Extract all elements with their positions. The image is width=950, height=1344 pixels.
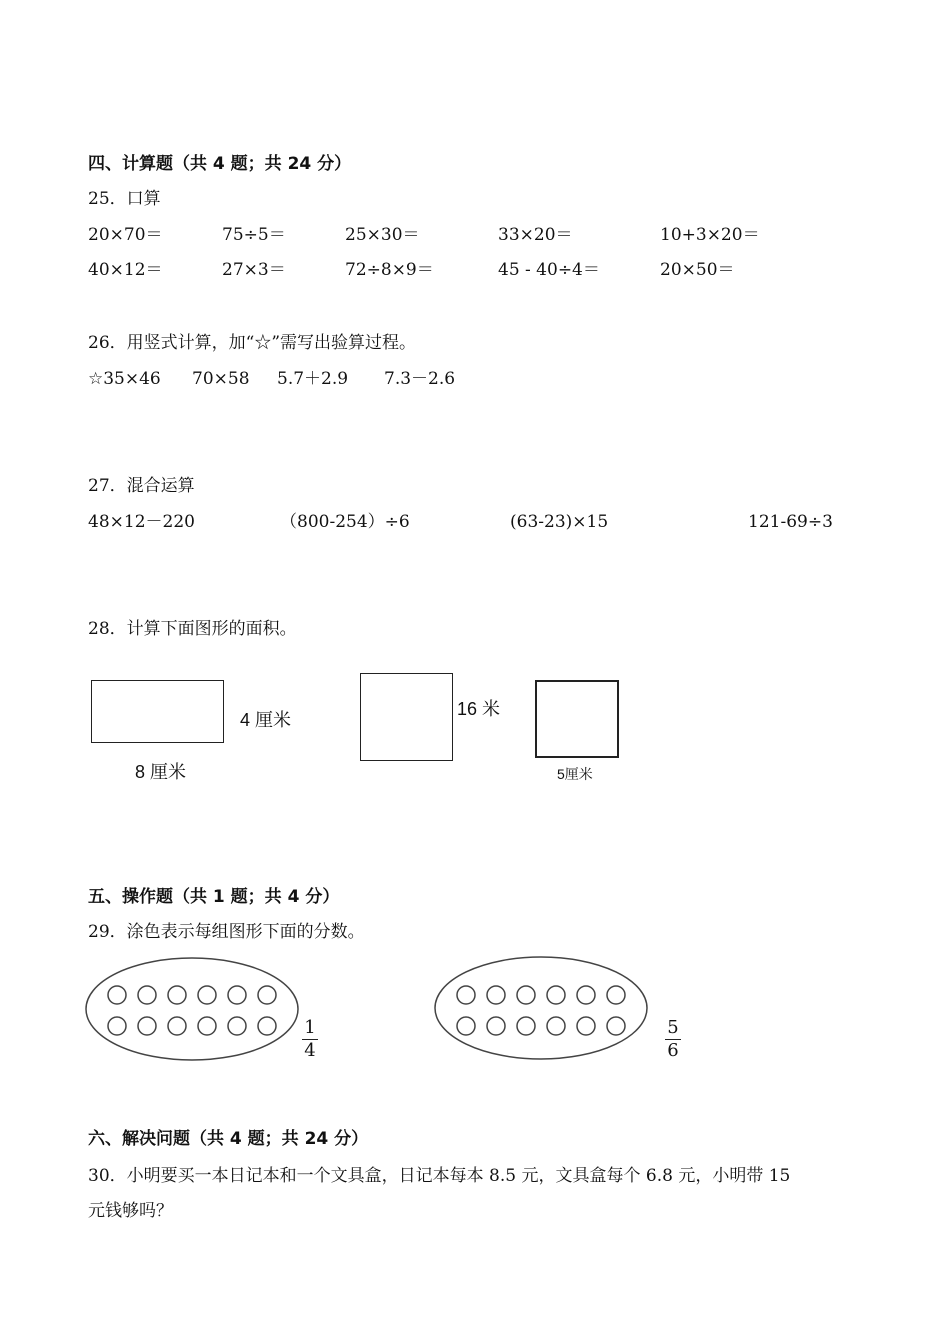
- circle-shape[interactable]: [607, 1017, 625, 1035]
- circle-shape[interactable]: [577, 986, 595, 1004]
- mental-calc-item: 27×3＝: [222, 260, 286, 280]
- mental-calc-item: 45 - 40÷4＝: [498, 260, 600, 280]
- fraction-denominator: 6: [667, 1040, 679, 1061]
- question-30-line-1: 30．小明要买一本日记本和一个文具盒，日记本每本 8.5 元，文具盒每个 6.8 元，小明带 15: [88, 1166, 791, 1186]
- circle-shape[interactable]: [547, 986, 565, 1004]
- mixed-calc-item: （800-254）÷6: [280, 512, 410, 532]
- circle-shape[interactable]: [108, 1017, 126, 1035]
- fraction-numerator: 1: [304, 1017, 316, 1038]
- circle-shape[interactable]: [487, 986, 505, 1004]
- circle-shape[interactable]: [258, 986, 276, 1004]
- circle-shape[interactable]: [577, 1017, 595, 1035]
- mental-calc-item: 75÷5＝: [222, 225, 286, 245]
- fraction-denominator: 4: [304, 1040, 316, 1061]
- vertical-calc-item: 5.7＋2.9: [277, 369, 349, 389]
- circle-shape[interactable]: [198, 1017, 216, 1035]
- circles-group-1: [108, 986, 276, 1035]
- circle-shape[interactable]: [168, 986, 186, 1004]
- circle-shape[interactable]: [607, 986, 625, 1004]
- circle-shape[interactable]: [198, 986, 216, 1004]
- mental-calc-item: 20×70＝: [88, 225, 163, 245]
- circle-shape[interactable]: [228, 986, 246, 1004]
- circle-shape[interactable]: [517, 1017, 535, 1035]
- square-side-label: 16 米: [457, 699, 501, 719]
- circle-shape[interactable]: [457, 1017, 475, 1035]
- circle-shape[interactable]: [457, 986, 475, 1004]
- oval-group-2: [435, 957, 647, 1059]
- section-4-title: 四、计算题（共 4 题；共 24 分）: [88, 154, 352, 174]
- circle-shape[interactable]: [547, 1017, 565, 1035]
- fraction-numerator: 5: [667, 1017, 679, 1038]
- mental-calc-item: 72÷8×9＝: [345, 260, 434, 280]
- mixed-calc-item: 48×12－220: [88, 512, 195, 532]
- mental-calc-item: 33×20＝: [498, 225, 573, 245]
- question-25-label: 25．口算: [88, 189, 161, 209]
- mixed-calc-item: 121-69÷3: [748, 512, 833, 532]
- circle-shape[interactable]: [138, 1017, 156, 1035]
- mental-calc-item: 20×50＝: [660, 260, 735, 280]
- circle-shape[interactable]: [168, 1017, 186, 1035]
- small-square-side-label: 5厘米: [557, 766, 593, 782]
- question-26-label: 26．用竖式计算，加“☆”需写出验算过程。: [88, 333, 417, 353]
- mental-calc-item: 10+3×20＝: [660, 225, 760, 245]
- vertical-calc-item: 70×58: [192, 369, 250, 389]
- vertical-calc-item: ☆35×46: [88, 369, 161, 389]
- mixed-calc-item: (63-23)×15: [510, 512, 609, 532]
- question-27-label: 27．混合运算: [88, 476, 195, 496]
- section-6-title: 六、解决问题（共 4 题；共 24 分）: [88, 1129, 369, 1149]
- mental-calc-item: 40×12＝: [88, 260, 163, 280]
- vertical-calc-item: 7.3－2.6: [384, 369, 456, 389]
- fraction-group-2: [663, 1018, 683, 1061]
- section-5-title: 五、操作题（共 1 题；共 4 分）: [88, 887, 340, 907]
- circle-shape[interactable]: [487, 1017, 505, 1035]
- question-28-label: 28．计算下面图形的面积。: [88, 619, 297, 639]
- circle-shape[interactable]: [228, 1017, 246, 1035]
- circle-shape[interactable]: [138, 986, 156, 1004]
- rectangle-width-label: 8 厘米: [135, 762, 187, 782]
- rectangle-height-label: 4 厘米: [240, 710, 292, 730]
- question-29-label: 29．涂色表示每组图形下面的分数。: [88, 922, 365, 942]
- question-30-line-2: 元钱够吗？: [88, 1201, 173, 1221]
- circle-shape[interactable]: [517, 986, 535, 1004]
- mental-calc-item: 25×30＝: [345, 225, 420, 245]
- fraction-group-1: [300, 1018, 320, 1061]
- circles-group-2: [457, 986, 625, 1035]
- circle-shape[interactable]: [108, 986, 126, 1004]
- oval-group-1: [86, 958, 298, 1060]
- circle-shape[interactable]: [258, 1017, 276, 1035]
